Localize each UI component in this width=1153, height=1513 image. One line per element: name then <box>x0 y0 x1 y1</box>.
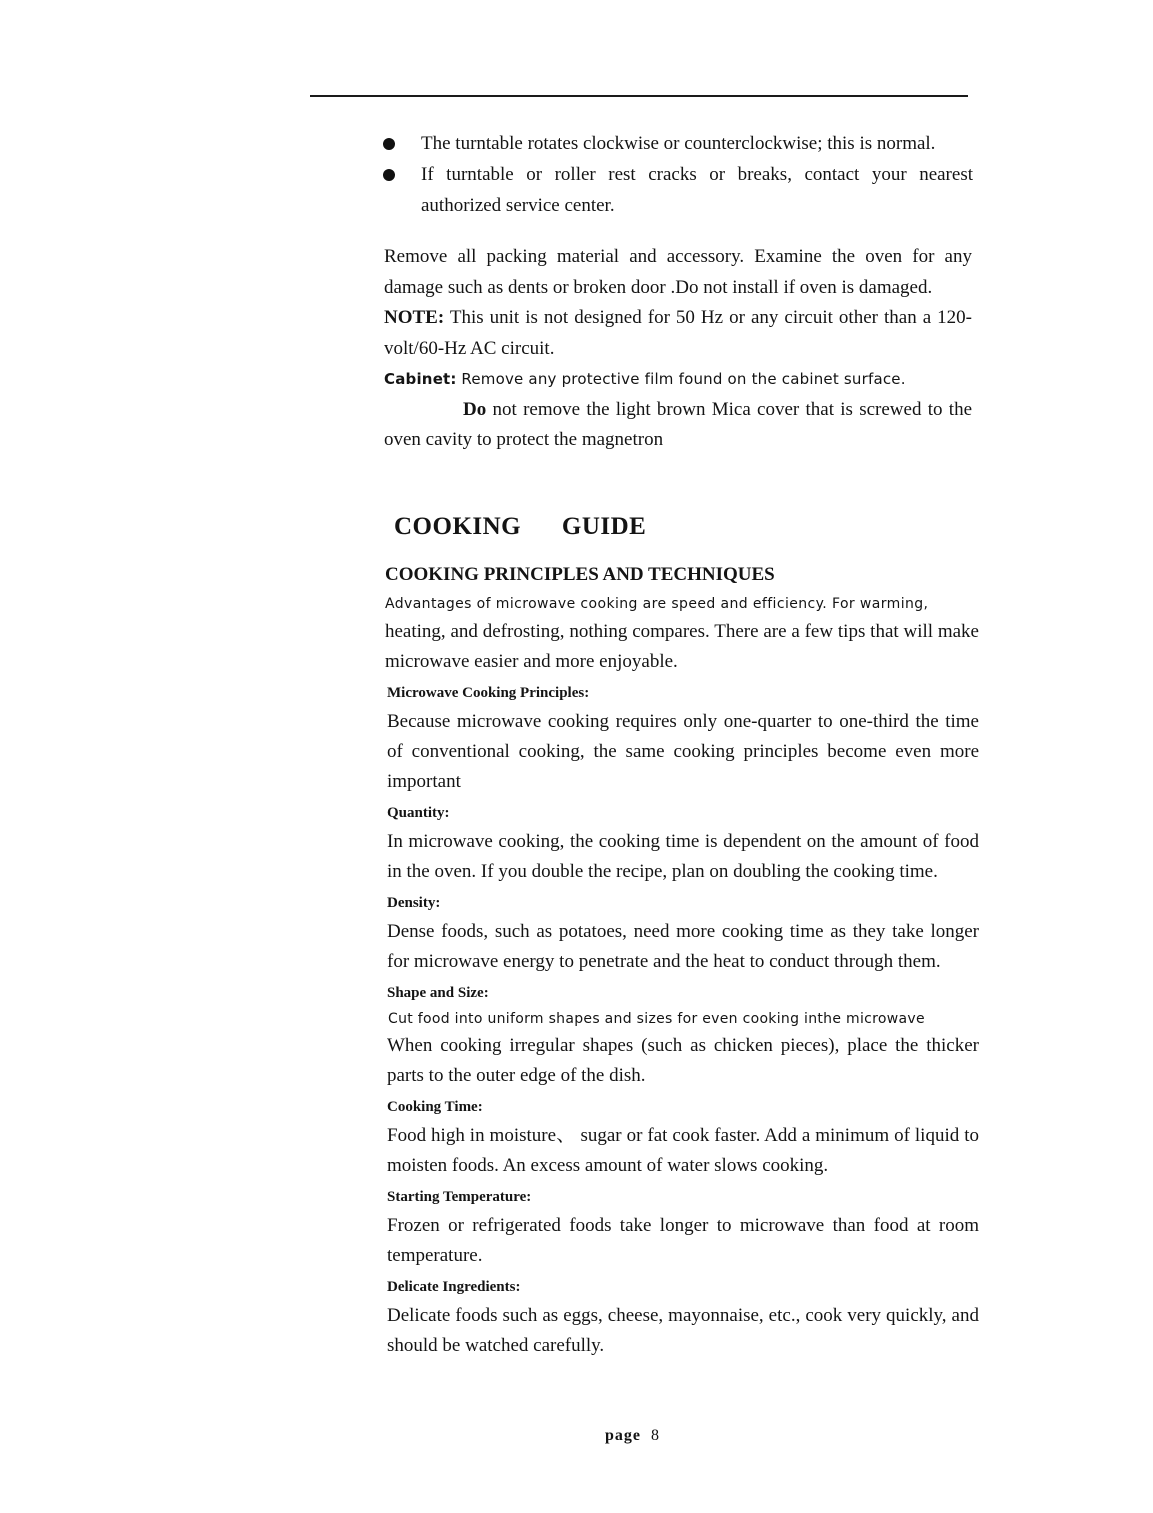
subheading: Delicate Ingredients: <box>387 1279 521 1295</box>
top-rule <box>310 95 968 97</box>
note-text: This unit is not designed for 50 Hz or any circuit other than a 120-volt/60-Hz AC circuit. <box>384 307 972 359</box>
install-section <box>384 242 972 456</box>
bullet-item <box>383 128 973 159</box>
cabinet-paragraph <box>384 364 972 395</box>
install-paragraph: Remove all packing material and accessory. Examine the oven for any damage such as dents or broken door .Do not install if oven is damaged. <box>384 246 972 298</box>
cabinet-text: Remove any protective film found on the cabinet surface. <box>461 370 906 388</box>
subsection-text: Because microwave cooking requires only one-quarter to one-third the time of conventional cooking, the same cooking principles become even more important <box>387 711 979 792</box>
page-footer <box>605 1427 660 1445</box>
subheading: Starting Temperature: <box>387 1189 532 1205</box>
bullet-dot-icon <box>383 138 395 150</box>
guide-content <box>385 560 979 1361</box>
section-heading: COOKING PRINCIPLES AND TECHNIQUES <box>385 564 775 585</box>
subsection-text: Delicate foods such as eggs, cheese, mayonnaise, etc., cook very quickly, and should be watched carefully. <box>387 1305 979 1356</box>
guide-title: COOKING GUIDE <box>394 513 647 540</box>
note-paragraph <box>384 303 972 364</box>
subheading: Microwave Cooking Principles: <box>387 685 590 701</box>
subheading: Quantity: <box>387 805 450 821</box>
bullet-dot-icon <box>383 169 395 181</box>
bullet-text: The turntable rotates clockwise or counterclockwise; this is normal. <box>421 133 936 154</box>
bullet-item <box>383 159 973 221</box>
lead-paragraph: heating, and defrosting, nothing compares. There are a few tips that will make microwave easier and more enjoyable. <box>385 621 979 672</box>
subsection-text: Dense foods, such as potatoes, need more cooking time as they take longer for microwave energy to penetrate and the heat to conduct through them. <box>387 921 979 972</box>
bullet-list <box>383 128 973 221</box>
mica-text: not remove the light brown Mica cover that is screwed to the oven cavity to protect the magnetron <box>384 398 972 450</box>
page-label: page <box>605 1427 641 1444</box>
subheading: Shape and Size: <box>387 985 489 1001</box>
subsection-text: Frozen or refrigerated foods take longer to microwave than food at room temperature. <box>387 1215 979 1266</box>
subsection-text: Food high in moisture、 sugar or fat cook faster. Add a minimum of liquid to moisten foods. An excess amount of water slows cooking. <box>387 1125 979 1176</box>
mica-paragraph <box>384 395 972 456</box>
bullet-text: If turntable or roller rest cracks or breaks, contact your nearest authorized service center. <box>421 164 973 216</box>
lead-sans-line: Advantages of microwave cooking are speed and efficiency. For warming, <box>385 596 929 612</box>
subheading: Density: <box>387 895 441 911</box>
note-label: NOTE: <box>384 307 445 328</box>
subsection-text: When cooking irregular shapes (such as chicken pieces), place the thicker parts to the outer edge of the dish. <box>387 1035 979 1086</box>
subsection-text: In microwave cooking, the cooking time is dependent on the amount of food in the oven. If you double the recipe, plan on doubling the cooking time. <box>387 831 979 882</box>
do-label: Do <box>463 398 487 420</box>
page-number: 8 <box>651 1427 660 1444</box>
subheading: Cooking Time: <box>387 1099 483 1115</box>
subsection-note: Cut food into uniform shapes and sizes for even cooking inthe microwave <box>388 1011 925 1027</box>
cabinet-label: Cabinet: <box>384 370 457 388</box>
